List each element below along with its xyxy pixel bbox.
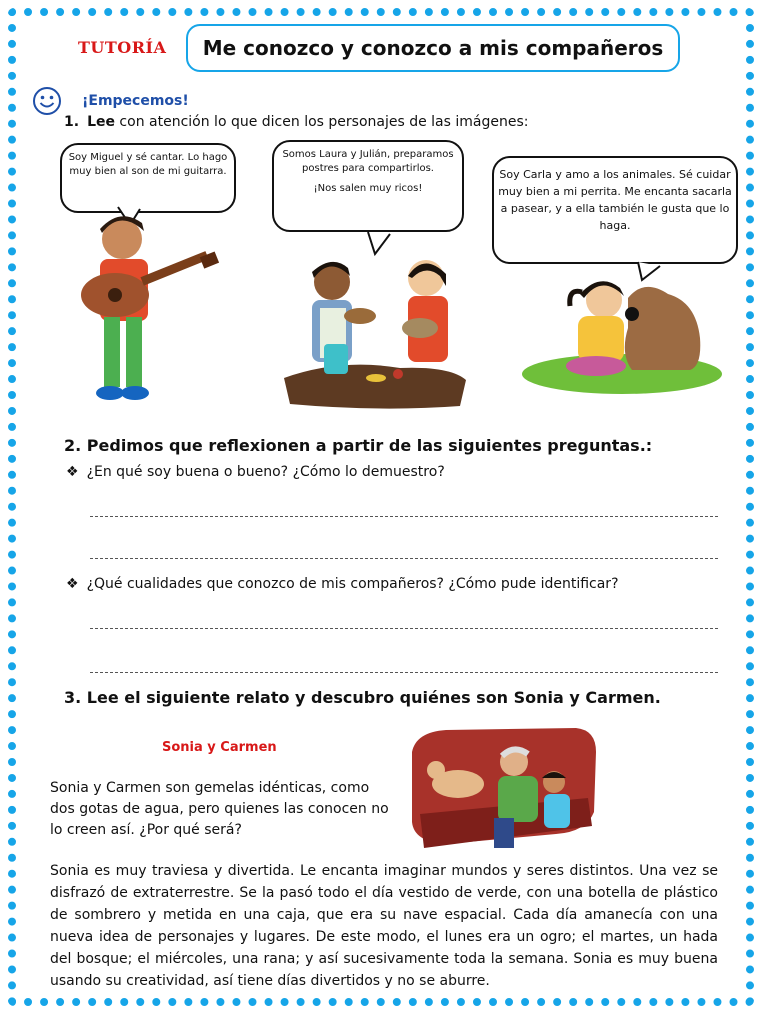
question-1 — [66, 464, 445, 480]
section-2-heading: 2. Pedimos que reflexionen a partir de las siguientes preguntas.: — [64, 436, 653, 455]
speech-bubble-miguel — [60, 143, 236, 213]
laura-julian-cooking-illustration — [280, 228, 472, 412]
story-title: Sonia y Carmen — [162, 740, 277, 755]
answer-line[interactable] — [90, 628, 718, 629]
diamond-bullet-icon: ❖ — [66, 464, 79, 480]
smiley-icon — [32, 86, 62, 116]
instruction-1 — [64, 114, 528, 130]
subject-label: TUTORÍA — [78, 38, 167, 57]
section-3-heading: 3. Lee el siguiente relato y descubro quiénes son Sonia y Carmen. — [64, 688, 661, 707]
question-text: ¿Qué cualidades que conozco de mis compañeros? ¿Cómo pude identificar? — [86, 576, 619, 592]
instruction-text: con atención lo que dicen los personajes de las imágenes: — [114, 114, 529, 130]
instruction-number: 1. — [64, 114, 80, 130]
question-text: ¿En qué soy buena o bueno? ¿Cómo lo demuestro? — [86, 464, 445, 480]
bubble-text: Soy Miguel y sé cantar. Lo hago muy bien al son de mi guitarra. — [68, 152, 228, 177]
question-2 — [66, 576, 619, 592]
speech-bubble-carla — [492, 156, 738, 264]
bubble-text: Soy Carla y amo a los animales. Sé cuidar muy bien a mi perrita. Me encanta sacarla a pasear, y a ella también le gusta que lo haga. — [498, 168, 732, 232]
carla-dog-illustration — [520, 258, 724, 398]
page-title: Me conozco y conozco a mis compañeros — [186, 24, 680, 72]
answer-line[interactable] — [90, 672, 718, 673]
family-sofa-illustration — [406, 722, 600, 856]
story-paragraph: Sonia y Carmen son gemelas idénticas, como dos gotas de agua, pero quienes las conocen no lo creen así. ¿Por qué será? — [50, 780, 389, 838]
section-label: ¡Empecemos! — [82, 93, 189, 109]
answer-line[interactable] — [90, 558, 718, 559]
instruction-bold: Lee — [87, 114, 115, 130]
answer-line[interactable] — [90, 516, 718, 517]
bubble-text: Somos Laura y Julián, preparamos postres para compartirlos. — [282, 149, 454, 174]
bubble-text: ¡Nos salen muy ricos! — [313, 183, 423, 194]
speech-bubble-laura-julian — [272, 140, 464, 232]
story-paragraph: Sonia es muy traviesa y divertida. Le encanta imaginar mundos y seres distintos. Una vez se disfrazó de extraterrestre. Se la pasó todo el día vestido de verde, con una botella de plástico de sombrero y metida en una caja, que era su nave espacial. Cada día amanecía con una nueva idea de personajes y lugares. De este modo, el lunes era un ogro; el martes, un hada del bosque; el miércoles, una rana; y así sucesivamente toda la semana. Sonia es muy buena usando su creatividad, así tiene días divertidos y no se aburre. — [50, 863, 718, 989]
miguel-guitar-illustration — [60, 205, 240, 415]
diamond-bullet-icon: ❖ — [66, 576, 79, 592]
